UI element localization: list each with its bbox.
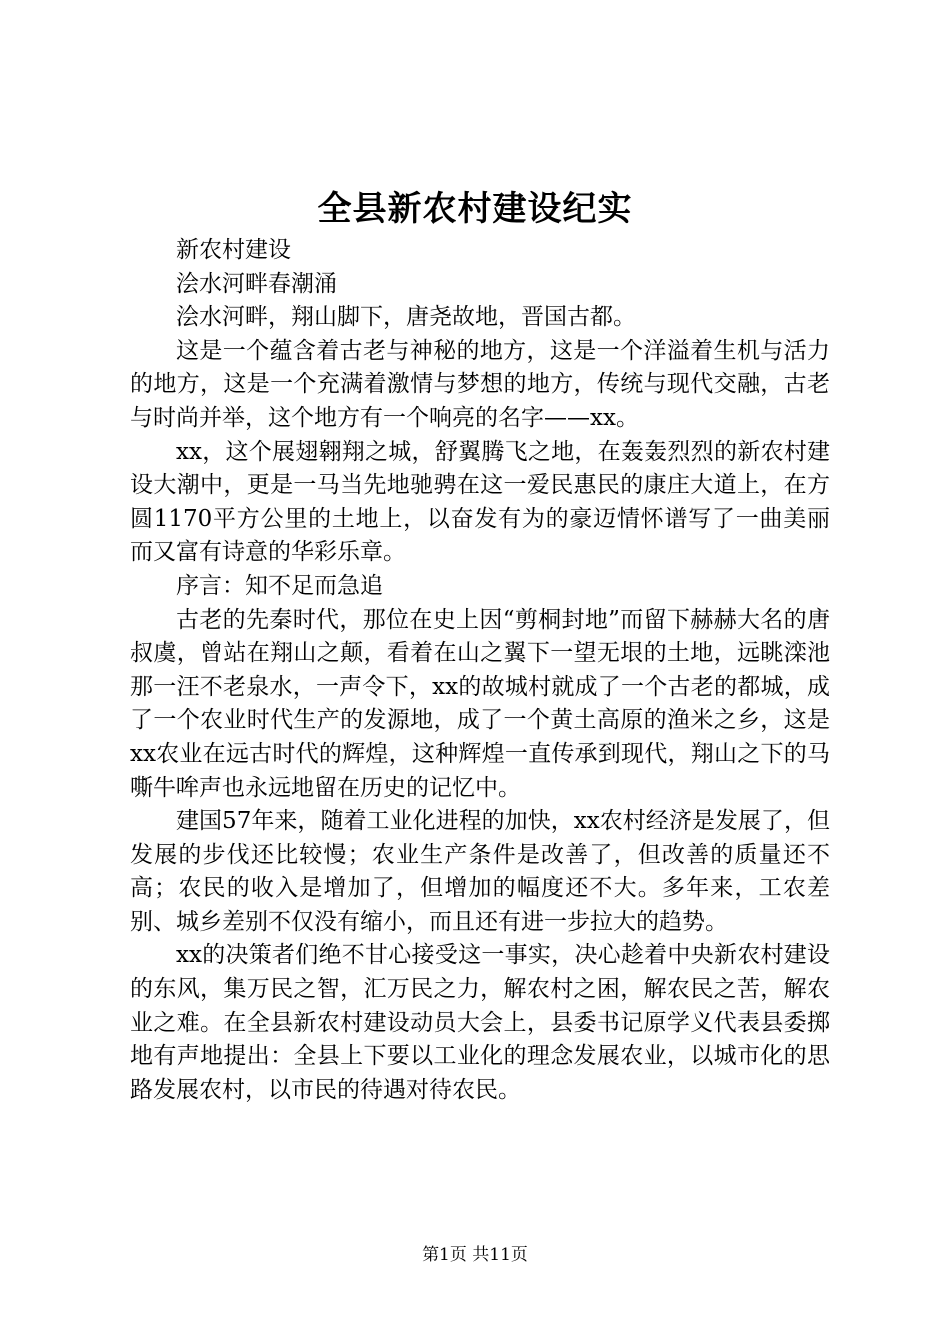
paragraph-subtitle: 新农村建设 bbox=[176, 237, 291, 263]
page-title: 全县新农村建设纪实 bbox=[317, 189, 633, 229]
paragraph: 古老的先秦时代，那位在史上因“剪桐封地”而留下赫赫大名的唐叔虞，曾站在翔山之颠，看着在山之翼下一望无垠的土地，远眺滦池那一汪不老泉水，一声令下，xx的故城村就成了一个古老的都城，成了一个农业时代生产的发源地，成了一个黄土高原的渔米之乡，这是xx农业在远古时代的辉煌，这种辉煌一直传承到现代，翔山之下的马嘶牛哞声也永远地留在历史的记忆中。 bbox=[130, 606, 830, 801]
paragraph: 建国57年来，随着工业化进程的加快，xx农村经济是发展了，但发展的步伐还比较慢；农业生产条件是改善了，但改善的质量还不高；农民的收入是增加了，但增加的幅度还不大。多年来，工农差别、城乡差别不仅没有缩小，而且还有进一步拉大的趋势。 bbox=[130, 808, 830, 935]
document-body bbox=[130, 234, 830, 1107]
page-number-footer: 第1页 共11页 bbox=[422, 1245, 528, 1265]
paragraph: 这是一个蕴含着古老与神秘的地方，这是一个洋溢着生机与活力的地方，这是一个充满着激情与梦想的地方，传统与现代交融，古老与时尚并举，这个地方有一个响亮的名字——xx。 bbox=[130, 337, 830, 431]
section-heading: 序言：知不足而急追 bbox=[176, 572, 383, 599]
paragraph: xx的决策者们绝不甘心接受这一事实，决心趁着中央新农村建设的东风，集万民之智，汇万民之力，解农村之困，解农民之苦，解农业之难。在全县新农村建设动员大会上，县委书记原学义代表县委掷地有声地提出：全县上下要以工业化的理念发展农业，以城市化的思路发展农村，以市民的待遇对待农民。 bbox=[130, 942, 830, 1103]
paragraph: xx，这个展翅翱翔之城，舒翼腾飞之地，在轰轰烈烈的新农村建设大潮中，更是一马当先地驰骋在这一爱民惠民的康庄大道上，在方圆1170平方公里的土地上，以奋发有为的豪迈情怀谱写了一曲美丽而又富有诗意的华彩乐章。 bbox=[130, 438, 830, 566]
paragraph-heading: 浍水河畔春潮涌 bbox=[176, 270, 337, 297]
paragraph: 浍水河畔，翔山脚下，唐尧故地，晋国古都。 bbox=[176, 304, 636, 331]
